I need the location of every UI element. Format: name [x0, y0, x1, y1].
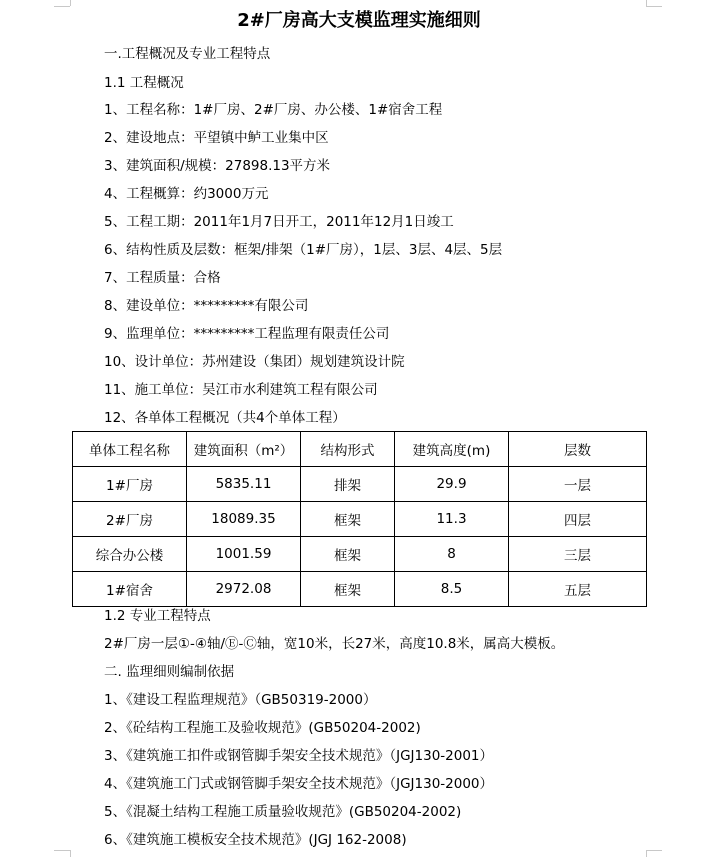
crop-mark [54, 6, 70, 7]
crop-mark [646, 850, 662, 851]
section-heading: 一.工程概况及专业工程特点 [104, 46, 271, 62]
crop-mark [54, 850, 70, 851]
table-cell: 11.3 [395, 502, 509, 537]
overview-item: 11、施工单位：吴江市水利建筑工程有限公司 [104, 382, 378, 398]
table-header-cell: 建筑高度(m) [395, 432, 509, 467]
table-cell: 三层 [509, 537, 647, 572]
reference-item: 1、《建设工程监理规范》（GB50319-2000） [104, 692, 377, 708]
table-header-cell: 建筑面积（m²） [187, 432, 301, 467]
table-cell: 框架 [301, 537, 395, 572]
crop-mark [70, 850, 71, 857]
table-cell: 框架 [301, 572, 395, 607]
table-header-row [73, 432, 647, 467]
reference-item: 3、《建筑施工扣件或钢管脚手架安全技术规范》（JGJ130-2001） [104, 748, 494, 764]
crop-mark [70, 0, 71, 6]
table-cell: 2#厂房 [73, 502, 187, 537]
table-header-cell: 层数 [509, 432, 647, 467]
overview-item: 4、工程概算：约3000万元 [104, 186, 269, 202]
overview-item: 1、工程名称：1#厂房、2#厂房、办公楼、1#宿舍工程 [104, 102, 443, 118]
table-cell: 1#厂房 [73, 467, 187, 502]
reference-item: 2、《砼结构工程施工及验收规范》(GB50204-2002) [104, 720, 421, 736]
table-cell: 29.9 [395, 467, 509, 502]
overview-item: 5、工程工期：2011年1月7日开工，2011年12月1日竣工 [104, 214, 454, 230]
table-cell: 5835.11 [187, 467, 301, 502]
subsection-heading: 1.1 工程概况 [104, 75, 184, 91]
overview-item: 8、建设单位：*********有限公司 [104, 298, 309, 314]
table-header-cell: 单体工程名称 [73, 432, 187, 467]
crop-mark [646, 0, 647, 6]
overview-item: 9、监理单位：*********工程监理有限责任公司 [104, 326, 390, 342]
section-heading: 二. 监理细则编制依据 [104, 664, 235, 680]
table-cell: 1#宿舍 [73, 572, 187, 607]
table-header-cell: 结构形式 [301, 432, 395, 467]
table-row [73, 537, 647, 572]
overview-item: 2、建设地点：平望镇中鲈工业集中区 [104, 130, 329, 146]
overview-item: 3、建筑面积/规模：27898.13平方米 [104, 158, 331, 174]
table-cell: 18089.35 [187, 502, 301, 537]
body-paragraph: 2#厂房一层①-④轴/Ⓔ-Ⓒ轴，宽10米，长27米，高度10.8米，属高大模板。 [104, 636, 565, 652]
overview-item: 7、工程质量：合格 [104, 270, 221, 286]
table-cell: 四层 [509, 502, 647, 537]
reference-item: 4、《建筑施工门式或钢管脚手架安全技术规范》（JGJ130-2000） [104, 776, 494, 792]
reference-item: 5、《混凝土结构工程施工质量验收规范》(GB50204-2002) [104, 804, 462, 820]
document-title: 2#厂房高大支模监理实施细则 [237, 10, 481, 31]
subsection-heading: 1.2 专业工程特点 [104, 608, 211, 624]
reference-item: 6、《建筑施工模板安全技术规范》(JGJ 162-2008) [104, 832, 407, 848]
table-cell: 1001.59 [187, 537, 301, 572]
table-cell: 五层 [509, 572, 647, 607]
table-row [73, 572, 647, 607]
table-cell: 一层 [509, 467, 647, 502]
table-row [73, 467, 647, 502]
table-cell: 框架 [301, 502, 395, 537]
table-cell: 综合办公楼 [73, 537, 187, 572]
unit-projects-table [72, 431, 647, 607]
crop-mark [646, 6, 662, 7]
overview-item: 12、各单体工程概况（共4个单体工程） [104, 410, 346, 426]
table-cell: 8.5 [395, 572, 509, 607]
overview-item: 6、结构性质及层数：框架/排架（1#厂房），1层、3层、4层、5层 [104, 242, 503, 258]
table-cell: 8 [395, 537, 509, 572]
table-cell: 2972.08 [187, 572, 301, 607]
table-cell: 排架 [301, 467, 395, 502]
crop-mark [646, 850, 647, 857]
overview-item: 10、设计单位：苏州建设（集团）规划建筑设计院 [104, 354, 405, 370]
table-row [73, 502, 647, 537]
